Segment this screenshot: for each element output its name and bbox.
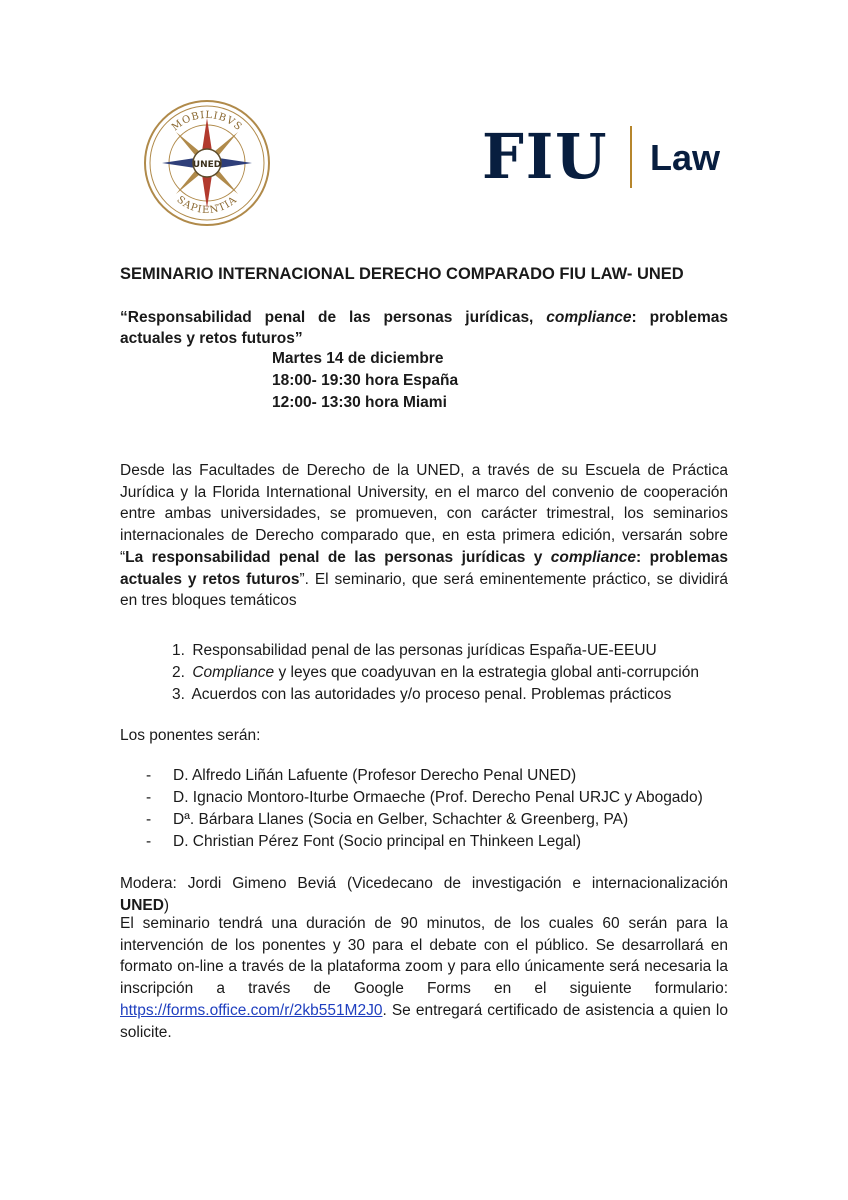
fiu-law-logo — [482, 122, 732, 192]
topics-list — [172, 640, 699, 706]
list-item: 1. Responsabilidad penal de las personas jurídicas España-UE-EEUU — [172, 642, 657, 659]
logo-divider — [630, 126, 632, 188]
seal-bottom-text: SAPIENTIA — [174, 194, 240, 217]
schedule-time-miami: 12:00- 13:30 hora Miami — [272, 394, 447, 411]
speakers-list — [146, 765, 703, 853]
schedule-block — [272, 348, 458, 414]
schedule-time-spain: 18:00- 19:30 hora España — [272, 372, 459, 389]
moderator-line: Modera: Jordi Gimeno Beviá (Vicedecano de investigación e internacionalización UNED) — [120, 875, 728, 914]
list-item: - D. Ignacio Montoro-Iturbe Ormaeche (Prof. Derecho Penal URJC y Abogado) — [146, 789, 703, 806]
seal-top-text: MOBILIBVS — [169, 109, 245, 134]
seal-center-text: UNED — [192, 160, 222, 170]
fiu-wordmark: FIU — [482, 120, 609, 193]
page-title: SEMINARIO INTERNACIONAL DERECHO COMPARADO FIU LAW- UNED — [120, 265, 684, 283]
closing-paragraph: El seminario tendrá una duración de 90 minutos, de los cuales 60 serán para la intervención de los ponentes y 30 para el debate con el público. Se desarrollará en formato on-line a través de la plataforma zoom y para ello únicamente será necesaria la inscripción a través de Google Forms en el siguiente formulario: https://forms.office.com/r/2kb551M2J0. Se entregará certificado de asistencia a quien lo solicite. — [120, 915, 728, 1041]
law-wordmark: Law — [650, 137, 721, 178]
seminar-subtitle: “Responsabilidad penal de las personas jurídicas, compliance: problemas actuales y retos futuros” — [120, 309, 728, 347]
uned-seal-logo — [142, 98, 272, 228]
list-item: 3. Acuerdos con las autoridades y/o proceso penal. Problemas prácticos — [172, 686, 672, 703]
intro-paragraph: Desde las Facultades de Derecho de la UNED, a través de su Escuela de Práctica Jurídica y la Florida International University, en el marco del convenio de cooperación entre ambas universidades, se promueven, con carácter trimestral, los seminarios internacionales de Derecho comparado que, en esta primera edición, versarán sobre “La responsabilidad penal de las personas jurídicas y compliance: problemas actuales y retos futuros”. El seminario, que será eminentemente práctico, se dividirá en tres bloques temáticos — [120, 462, 729, 610]
list-item: 2. Compliance y leyes que coadyuvan en la estrategia global anti-corrupción — [172, 664, 699, 681]
schedule-date: Martes 14 de diciembre — [272, 350, 444, 367]
ponentes-label: Los ponentes serán: — [120, 727, 261, 744]
registration-form-link[interactable]: https://forms.office.com/r/2kb551M2J0 — [120, 1001, 383, 1019]
list-item: - D. Christian Pérez Font (Socio principal en Thinkeen Legal) — [146, 833, 582, 850]
list-item: - Dª. Bárbara Llanes (Socia en Gelber, Schachter & Greenberg, PA) — [146, 811, 629, 828]
list-item: - D. Alfredo Liñán Lafuente (Profesor Derecho Penal UNED) — [146, 767, 577, 784]
